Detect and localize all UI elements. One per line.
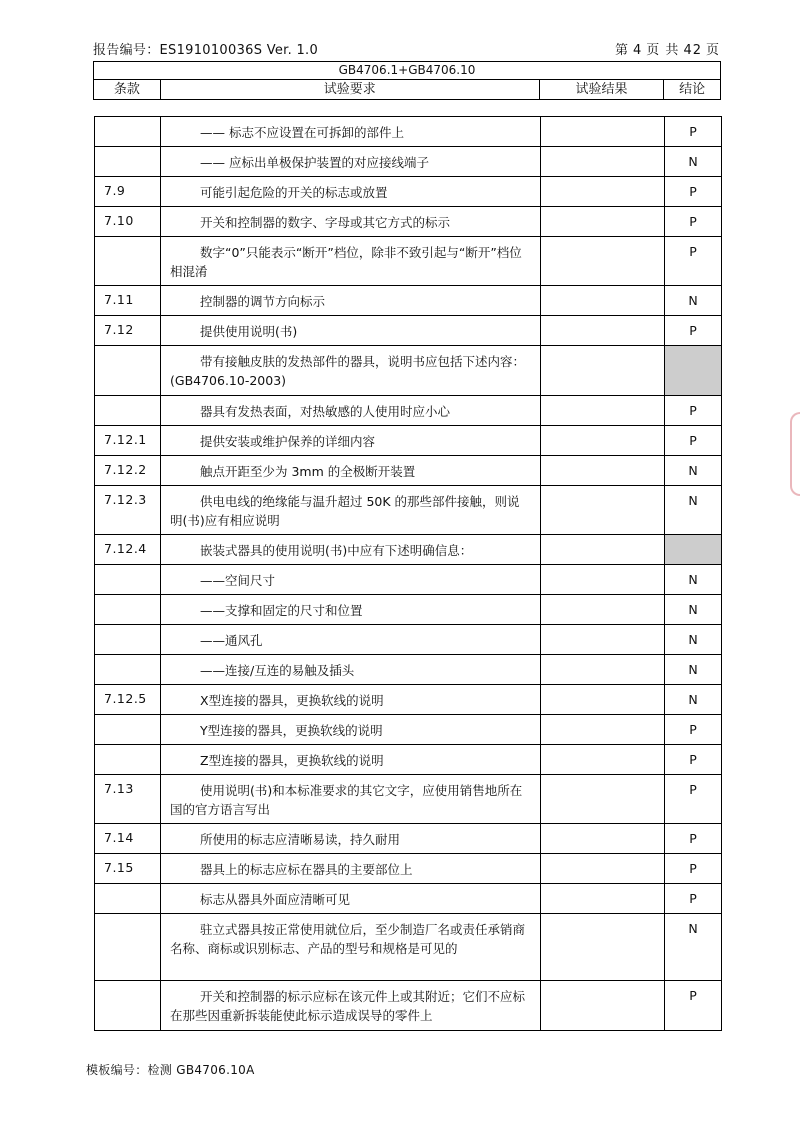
clause-cell: 7.12.3 — [95, 486, 161, 535]
requirement-text: Z型连接的器具，更换软线的说明 — [200, 753, 384, 768]
requirement-cell — [161, 286, 541, 316]
clause-cell — [95, 715, 161, 745]
requirement-text: 提供使用说明(书) — [200, 324, 298, 339]
requirement-cell — [161, 177, 541, 207]
table-row — [95, 884, 722, 914]
table-row — [95, 565, 722, 595]
table-header — [93, 61, 721, 100]
verdict-cell: P — [665, 316, 722, 346]
result-cell — [541, 981, 665, 1031]
table-row — [95, 396, 722, 426]
page-prefix: 第 — [615, 43, 630, 58]
clause-cell — [95, 745, 161, 775]
result-cell — [541, 824, 665, 854]
clause-cell — [95, 147, 161, 177]
requirement-text: 可能引起危险的开关的标志或放置 — [200, 185, 388, 200]
requirement-text: 数字“0”只能表示“断开”档位，除非不致引起与“断开”档位相混淆 — [170, 245, 522, 279]
clause-cell: 7.12.4 — [95, 535, 161, 565]
requirement-text: ——支撑和固定的尺寸和位置 — [200, 603, 363, 618]
verdict-cell: P — [665, 745, 722, 775]
verdict-cell: N — [665, 147, 722, 177]
table-row — [95, 914, 722, 981]
table-row — [95, 745, 722, 775]
requirement-cell — [161, 346, 541, 396]
table-row — [95, 456, 722, 486]
table-row — [95, 346, 722, 396]
verdict-cell: N — [665, 595, 722, 625]
clause-cell — [95, 595, 161, 625]
requirement-text: —— 应标出单极保护装置的对应接线端子 — [200, 155, 429, 170]
requirement-text: 使用说明(书)和本标准要求的其它文字，应使用销售地所在国的官方语言写出 — [170, 783, 523, 817]
requirement-cell — [161, 535, 541, 565]
page-middle: 页 共 — [646, 43, 680, 58]
verdict-cell: P — [665, 824, 722, 854]
verdict-cell: N — [665, 565, 722, 595]
table-row — [95, 535, 722, 565]
clause-cell: 7.12.2 — [95, 456, 161, 486]
clause-cell: 7.12.5 — [95, 685, 161, 715]
result-cell — [541, 346, 665, 396]
result-cell — [541, 775, 665, 824]
result-cell — [541, 854, 665, 884]
result-cell — [541, 456, 665, 486]
verdict-cell: P — [665, 884, 722, 914]
requirement-text: —— 标志不应设置在可拆卸的部件上 — [200, 125, 404, 140]
requirement-text: 所使用的标志应清晰易读，持久耐用 — [200, 832, 401, 847]
requirement-cell — [161, 854, 541, 884]
clause-cell — [95, 655, 161, 685]
verdict-cell: N — [665, 685, 722, 715]
page-suffix: 页 — [705, 43, 720, 58]
verdict-cell: P — [665, 775, 722, 824]
requirement-text: ——通风孔 — [200, 633, 263, 648]
clause-cell — [95, 117, 161, 147]
result-cell — [541, 565, 665, 595]
requirement-cell — [161, 426, 541, 456]
requirement-cell — [161, 715, 541, 745]
clause-cell — [95, 884, 161, 914]
requirement-cell — [161, 685, 541, 715]
standard-title: GB4706.1+GB4706.10 — [94, 62, 721, 80]
requirement-cell — [161, 456, 541, 486]
seal-stamp-edge — [790, 412, 800, 496]
requirement-text: 带有接触皮肤的发热部件的器具，说明书应包括下述内容：(GB4706.10-2003) — [170, 354, 526, 388]
result-cell — [541, 595, 665, 625]
clause-cell: 7.10 — [95, 207, 161, 237]
page-indicator — [615, 41, 720, 61]
result-cell — [541, 625, 665, 655]
result-cell — [541, 117, 665, 147]
result-cell — [541, 237, 665, 286]
clause-table — [94, 116, 722, 1031]
table-row — [95, 655, 722, 685]
verdict-cell: N — [665, 456, 722, 486]
requirement-cell — [161, 486, 541, 535]
requirement-text: 开关和控制器的数字、字母或其它方式的标示 — [200, 215, 451, 230]
requirement-text: 触点开距至少为 3mm 的全极断开装置 — [200, 464, 416, 479]
requirement-cell — [161, 237, 541, 286]
result-cell — [541, 535, 665, 565]
clause-cell — [95, 396, 161, 426]
verdict-cell: P — [665, 854, 722, 884]
table-row — [95, 715, 722, 745]
col-requirement-header: 试验要求 — [160, 80, 539, 100]
clause-cell: 7.12 — [95, 316, 161, 346]
result-cell — [541, 884, 665, 914]
requirement-cell — [161, 595, 541, 625]
requirement-text: X型连接的器具，更换软线的说明 — [200, 693, 384, 708]
table-row — [95, 595, 722, 625]
requirement-cell — [161, 884, 541, 914]
result-cell — [541, 316, 665, 346]
clause-cell: 7.13 — [95, 775, 161, 824]
table-row — [95, 625, 722, 655]
table-row — [95, 824, 722, 854]
verdict-cell — [665, 346, 722, 396]
result-cell — [541, 914, 665, 981]
requirement-text: 驻立式器具按正常使用就位后，至少制造厂名或责任承销商名称、商标或识别标志、产品的型号和规格是可见的 — [170, 922, 526, 956]
requirement-cell — [161, 745, 541, 775]
clause-cell: 7.9 — [95, 177, 161, 207]
requirement-cell — [161, 655, 541, 685]
verdict-cell: P — [665, 237, 722, 286]
result-cell — [541, 745, 665, 775]
requirement-text: 控制器的调节方向标示 — [200, 294, 326, 309]
requirement-text: ——空间尺寸 — [200, 573, 276, 588]
requirement-text: 开关和控制器的标示应标在该元件上或其附近；它们不应标在那些因重新拆装能使此标示造成误导的零件上 — [170, 989, 526, 1023]
clause-cell — [95, 237, 161, 286]
table-row — [95, 177, 722, 207]
requirement-cell — [161, 981, 541, 1031]
result-cell — [541, 426, 665, 456]
table-row — [95, 117, 722, 147]
verdict-cell: N — [665, 625, 722, 655]
clause-cell — [95, 565, 161, 595]
requirement-text: 器具上的标志应标在器具的主要部位上 — [200, 862, 413, 877]
verdict-cell: N — [665, 655, 722, 685]
verdict-cell: P — [665, 177, 722, 207]
clause-cell: 7.11 — [95, 286, 161, 316]
result-cell — [541, 655, 665, 685]
result-cell — [541, 177, 665, 207]
page-total: 42 — [683, 43, 702, 58]
result-cell — [541, 396, 665, 426]
requirement-text: 供电电线的绝缘能与温升超过 50K 的那些部件接触，则说明(书)应有相应说明 — [170, 494, 520, 528]
verdict-cell: P — [665, 715, 722, 745]
requirement-cell — [161, 117, 541, 147]
result-cell — [541, 486, 665, 535]
result-cell — [541, 715, 665, 745]
table-row — [95, 486, 722, 535]
table-row — [95, 147, 722, 177]
requirement-cell — [161, 316, 541, 346]
table-row — [95, 854, 722, 884]
clause-cell — [95, 981, 161, 1031]
clause-cell — [95, 625, 161, 655]
verdict-cell: N — [665, 914, 722, 981]
page-current: 4 — [633, 43, 643, 58]
clause-cell — [95, 346, 161, 396]
table-row — [95, 426, 722, 456]
result-cell — [541, 207, 665, 237]
verdict-cell: P — [665, 981, 722, 1031]
requirement-cell — [161, 565, 541, 595]
requirement-cell — [161, 147, 541, 177]
requirement-text: ——连接/互连的易触及插头 — [200, 663, 355, 678]
verdict-cell: P — [665, 207, 722, 237]
clause-cell — [95, 914, 161, 981]
requirement-cell — [161, 914, 541, 981]
result-cell — [541, 685, 665, 715]
verdict-cell — [665, 535, 722, 565]
verdict-cell: N — [665, 486, 722, 535]
table-row — [95, 316, 722, 346]
requirement-cell — [161, 824, 541, 854]
requirement-cell — [161, 625, 541, 655]
table-row — [95, 981, 722, 1031]
requirement-text: 提供安装或维护保养的详细内容 — [200, 434, 376, 449]
verdict-cell: P — [665, 117, 722, 147]
result-cell — [541, 147, 665, 177]
clause-cell: 7.15 — [95, 854, 161, 884]
requirement-cell — [161, 207, 541, 237]
col-result-header: 试验结果 — [539, 80, 663, 100]
requirement-text: 器具有发热表面，对热敏感的人使用时应小心 — [200, 404, 451, 419]
template-number: 模板编号：检测 GB4706.10A — [86, 1063, 255, 1077]
table-row — [95, 775, 722, 824]
requirement-text: 标志从器具外面应清晰可见 — [200, 892, 351, 907]
verdict-cell: N — [665, 286, 722, 316]
report-number: 报告编号：ES191010036S Ver. 1.0 — [93, 43, 319, 58]
table-row — [95, 286, 722, 316]
verdict-cell: P — [665, 396, 722, 426]
table-row — [95, 207, 722, 237]
requirement-cell — [161, 396, 541, 426]
clause-cell: 7.12.1 — [95, 426, 161, 456]
page-header — [93, 41, 720, 61]
col-clause-header: 条款 — [94, 80, 161, 100]
verdict-cell: P — [665, 426, 722, 456]
col-verdict-header: 结论 — [664, 80, 721, 100]
requirement-text: Y型连接的器具，更换软线的说明 — [200, 723, 383, 738]
requirement-text: 嵌装式器具的使用说明(书)中应有下述明确信息： — [200, 543, 473, 558]
table-row — [95, 685, 722, 715]
requirement-cell — [161, 775, 541, 824]
clause-cell: 7.14 — [95, 824, 161, 854]
result-cell — [541, 286, 665, 316]
table-row — [95, 237, 722, 286]
